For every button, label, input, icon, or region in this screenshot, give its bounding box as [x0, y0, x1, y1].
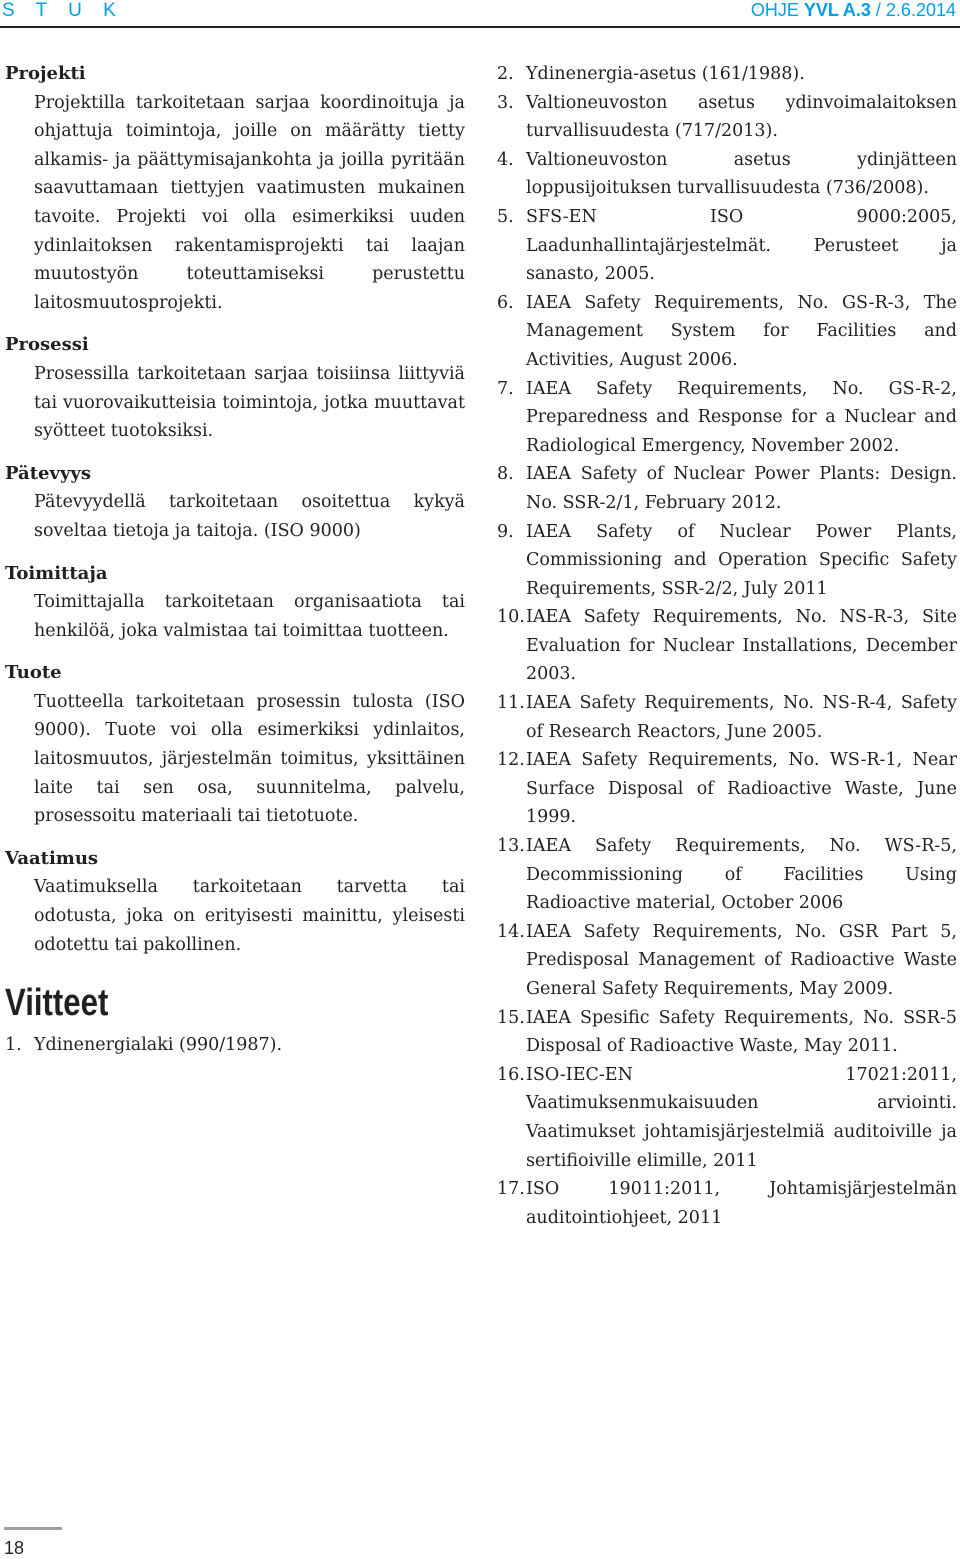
- reference-number: 17.: [497, 1179, 525, 1200]
- footer-bar: [4, 1527, 62, 1530]
- guide-prefix: OHJE: [750, 0, 804, 20]
- definition-toimittaja: [5, 560, 465, 646]
- page-footer: [4, 1527, 62, 1559]
- reference-item: [497, 375, 957, 461]
- definition-projekti: [5, 60, 465, 317]
- left-column: [5, 60, 465, 1060]
- reference-text: Valtioneuvoston asetus ydinvoimalaitoksen turvallisuudesta (717/2013).: [526, 92, 957, 142]
- reference-item: [497, 1004, 957, 1061]
- reference-text: IAEA Safety Requirements, No. GSR Part 5, Predisposal Management of Radioactive Waste General Safety Requirements, May 2009.: [526, 921, 957, 999]
- reference-item: [497, 203, 957, 289]
- reference-item: [497, 1175, 957, 1232]
- guide-date: / 2.6.2014: [870, 0, 956, 20]
- reference-text: IAEA Spesific Safety Requirements, No. SSR-5 Disposal of Radioactive Waste, May 2011.: [526, 1007, 957, 1057]
- guide-code: YVL A.3: [803, 0, 871, 20]
- term-title: Vaatimus: [5, 847, 99, 869]
- reference-item: [497, 1061, 957, 1175]
- reference-text: IAEA Safety of Nuclear Power Plants, Commissioning and Operation Specific Safety Requirements, SSR-2/2, July 2011: [526, 521, 957, 599]
- references-heading: Viitteet: [5, 982, 109, 1025]
- reference-number: 14.: [497, 921, 525, 942]
- reference-number: 2.: [497, 64, 514, 84]
- term-definition: Tuotteella tarkoitetaan prosessin tulosta (ISO 9000). Tuote voi olla esimerkiksi ydinlaitos, laitosmuutos, järjestelmän toimitus, yksittäinen laite tai sen osa, suunnitelma, palvelu, prosessoitu materiaali tai tietotuote.: [34, 691, 465, 827]
- reference-item: [497, 60, 957, 89]
- reference-number: 6.: [497, 292, 514, 313]
- reference-text: Ydinenergialaki (990/1987).: [34, 1035, 283, 1056]
- reference-text: IAEA Safety Requirements, No. GS-R-2, Preparedness and Response for a Nuclear and Radiological Emergency, November 2002.: [526, 378, 957, 456]
- term-title: Tuote: [5, 662, 62, 684]
- page-header: [0, 0, 960, 26]
- reference-text: ISO-IEC-EN 17021:2011, Vaatimuksenmukaisuuden arviointi. Vaatimukset johtamisjärjestelmiä auditoiville ja sertifioiville elimille, 2011: [526, 1064, 957, 1171]
- reference-number: 5.: [497, 206, 514, 227]
- reference-item: [497, 918, 957, 1004]
- reference-number: 12.: [497, 750, 525, 771]
- right-column: [497, 60, 957, 1232]
- reference-item: [497, 689, 957, 746]
- term-definition: Projektilla tarkoitetaan sarjaa koordinoituja ja ohjattuja toimintoja, joille on määrätty tietty alkamis- ja päättymisajankohta ja joilla pyritään saavuttamaan tiettyjen vaatimusten mukainen tavoite. Projekti voi olla esimerkiksi uuden ydinlaitoksen rakentamisprojekti tai laajan muutostyön toteuttamiseksi perustettu laitosmuutosprojekti.: [34, 92, 465, 313]
- reference-number: 10.: [497, 607, 525, 628]
- reference-number: 16.: [497, 1064, 525, 1085]
- reference-number: 13.: [497, 836, 525, 857]
- term-title: Prosessi: [5, 334, 89, 356]
- reference-text: IAEA Safety Requirements, No. NS-R-3, Site Evaluation for Nuclear Installations, December 2003.: [526, 607, 957, 685]
- stuk-brand: S T U K: [2, 0, 124, 21]
- reference-item: [497, 460, 957, 517]
- reference-number: 11.: [497, 693, 525, 714]
- definition-tuote: [5, 659, 465, 831]
- term-title: Projekti: [5, 63, 86, 84]
- header-rule: [0, 26, 960, 28]
- reference-number: 15.: [497, 1007, 525, 1028]
- term-title: Pätevyys: [5, 462, 91, 484]
- definition-prosessi: [5, 331, 465, 445]
- reference-text: IAEA Safety Requirements, No. WS-R-5, Decommissioning of Facilities Using Radioactive material, October 2006: [526, 836, 957, 914]
- reference-text: IAEA Safety Requirements, No. WS-R-1, Near Surface Disposal of Radioactive Waste, June 1999.: [526, 750, 957, 828]
- page-number: 18: [4, 1538, 25, 1558]
- guide-reference: [751, 0, 956, 21]
- term-definition: Vaatimuksella tarkoitetaan tarvetta tai odotusta, joka on erityisesti mainittu, yleisesti odotettu tai pakollinen.: [34, 877, 465, 955]
- reference-number: 1.: [5, 1035, 22, 1056]
- reference-item: [497, 89, 957, 146]
- reference-item: [497, 289, 957, 375]
- reference-text: IAEA Safety Requirements, No. NS-R-4, Safety of Research Reactors, June 2005.: [526, 693, 957, 742]
- reference-number: 8.: [497, 464, 514, 485]
- term-definition: Toimittajalla tarkoitetaan organisaatiota tai henkilöä, joka valmistaa tai toimittaa tuotteen.: [34, 592, 465, 641]
- reference-item: [497, 603, 957, 689]
- reference-text: Ydinenergia-asetus (161/1988).: [526, 64, 805, 84]
- term-definition: Prosessilla tarkoitetaan sarjaa toisiinsa liittyviä tai vuorovaikutteisia toimintoja, jotka muuttavat syötteet tuotoksiksi.: [34, 363, 465, 442]
- reference-item: [497, 746, 957, 832]
- reference-item: [497, 832, 957, 918]
- term-title: Toimittaja: [5, 562, 108, 584]
- reference-item: [5, 1031, 465, 1060]
- reference-text: IAEA Safety of Nuclear Power Plants: Design. No. SSR-2/1, February 2012.: [526, 464, 957, 513]
- reference-number: 9.: [497, 521, 514, 542]
- definition-patevyys: [5, 460, 465, 546]
- reference-number: 4.: [497, 149, 514, 170]
- reference-text: SFS-EN ISO 9000:2005, Laadunhallintajärjestelmät. Perusteet ja sanasto, 2005.: [526, 206, 957, 285]
- reference-text: ISO 19011:2011, Johtamisjärjestelmän auditointiohjeet, 2011: [526, 1179, 957, 1228]
- reference-item: [497, 146, 957, 203]
- term-definition: Pätevyydellä tarkoitetaan osoitettua kykyä soveltaa tietoja ja taitoja. (ISO 9000): [34, 492, 465, 541]
- reference-text: IAEA Safety Requirements, No. GS-R-3, The Management System for Facilities and Activities, August 2006.: [526, 292, 957, 370]
- reference-item: [497, 518, 957, 604]
- reference-text: Valtioneuvoston asetus ydinjätteen loppusijoituksen turvallisuudesta (736/2008).: [526, 149, 957, 199]
- reference-number: 7.: [497, 378, 514, 399]
- definition-vaatimus: [5, 845, 465, 959]
- reference-number: 3.: [497, 92, 514, 113]
